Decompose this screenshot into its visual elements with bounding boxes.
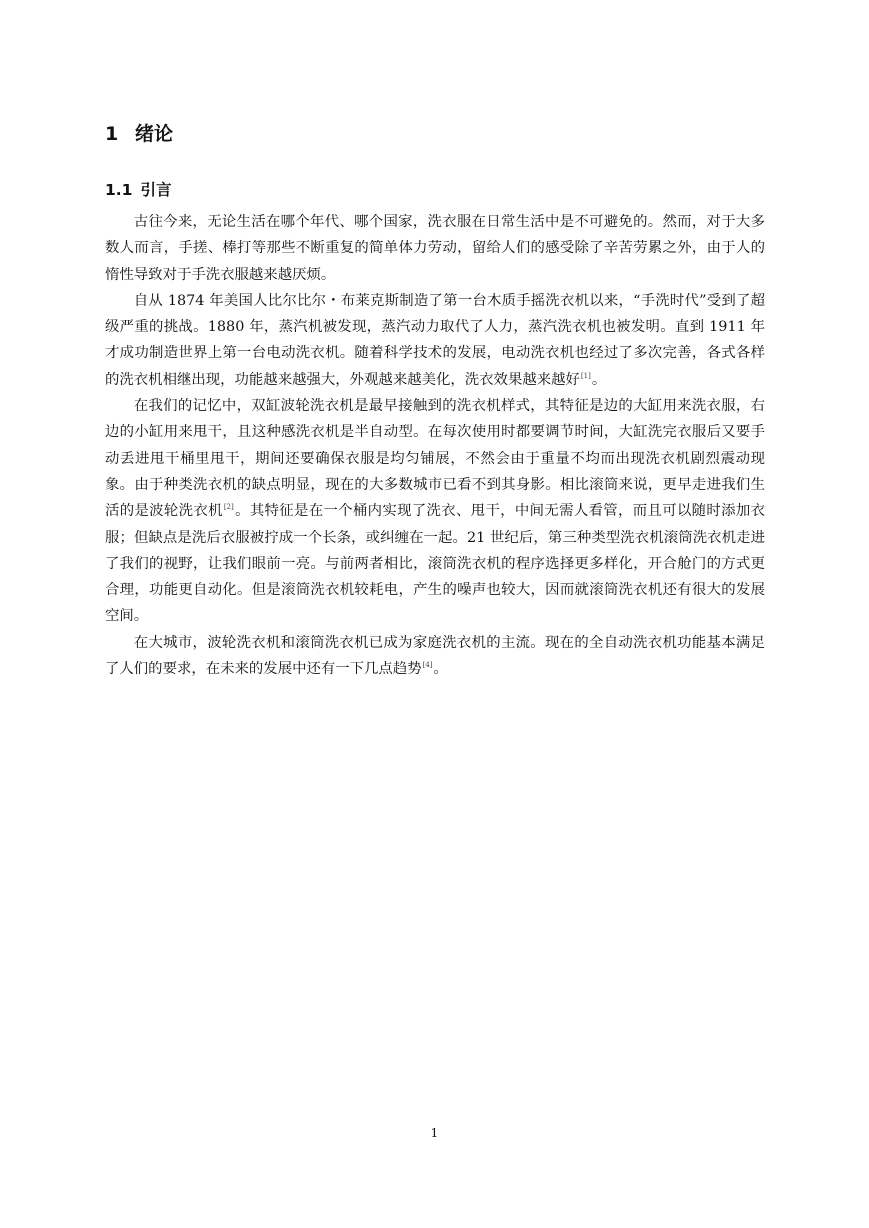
paragraph-text-end: 。其特征是在一个桶内实现了洗衣、甩干，中间无需人看管，而且可以随时添加衣服；但缺点是洗后衣服被拧成一个长条，或纠缠在一起。21 世纪后，第三种类型洗衣机滚筒洗衣机走进了我们的视野，让我们眼前一亮。与前两者相比，滚筒洗衣机的程序选择更多样化，开合舱门的方式更合理，功能更自动化。但是滚筒洗衣机较耗电，产生的噪声也较大，因而就滚筒洗衣机还有很大的发展空间。 bbox=[105, 503, 765, 625]
citation-ref: [1] bbox=[580, 371, 591, 380]
paragraph-text-end: 。 bbox=[591, 371, 607, 388]
chapter-title: 绪论 bbox=[135, 123, 174, 145]
page-content bbox=[105, 120, 765, 682]
chapter-heading bbox=[105, 120, 765, 148]
paragraph-1 bbox=[105, 209, 765, 288]
paragraph-text: 在大城市，波轮洗衣机和滚筒洗衣机已成为家庭洗衣机的主流。现在的全自动洗衣机功能基本满足了人们的要求，在未来的发展中还有一下几点趋势 bbox=[105, 634, 765, 678]
paragraph-4 bbox=[105, 630, 765, 683]
page-number: 1 bbox=[430, 1126, 439, 1140]
paragraph-text: 自从 1874 年美国人比尔比尔・布莱克斯制造了第一台木质手摇洗衣机以来，“手洗时代”受到了超级严重的挑战。1880 年，蒸汽机被发现，蒸汽动力取代了人力，蒸汽洗衣机也被发明。直到 1911 年才成功制造世界上第一台电动洗衣机。随着科学技术的发展，电动洗衣机也经过了多次完善，各式各样的洗衣机相继出现，功能越来越强大，外观越来越美化，洗衣效果越来越好 bbox=[105, 292, 765, 388]
section-number: 1.1 bbox=[105, 181, 133, 199]
chapter-number: 1 bbox=[105, 123, 119, 145]
paragraph-text-end: 。 bbox=[433, 661, 448, 678]
section-heading bbox=[105, 178, 765, 202]
paragraph-text: 古往今来，无论生活在哪个年代、哪个国家，洗衣服在日常生活中是不可避免的。然而，对于大多数人而言，手搓、棒打等那些不断重复的简单体力劳动，留给人们的感受除了辛苦劳累之外，由于人的惰性导致对于手洗衣服越来越厌烦。 bbox=[105, 214, 765, 283]
citation-ref: [2] bbox=[223, 503, 234, 512]
paragraph-text: 在我们的记忆中，双缸波轮洗衣机是最早接触到的洗衣机样式，其特征是边的大缸用来洗衣服，右边的小缸用来甩干，且这种感洗衣机是半自动型。在每次使用时都要调节时间，大缸洗完衣服后又要手动丢进甩干桶里甩干，期间还要确保衣服是均匀铺展，不然会由于重量不均而出现洗衣机剧烈震动现象。由于种类洗衣机的缺点明显，现在的大多数城市已看不到其身影。相比滚筒来说，更早走进我们生活的是波轮洗衣机 bbox=[105, 398, 765, 520]
paragraph-2 bbox=[105, 288, 765, 393]
section-title: 引言 bbox=[140, 181, 172, 199]
citation-ref: [4] bbox=[422, 661, 433, 670]
paragraph-3 bbox=[105, 393, 765, 630]
